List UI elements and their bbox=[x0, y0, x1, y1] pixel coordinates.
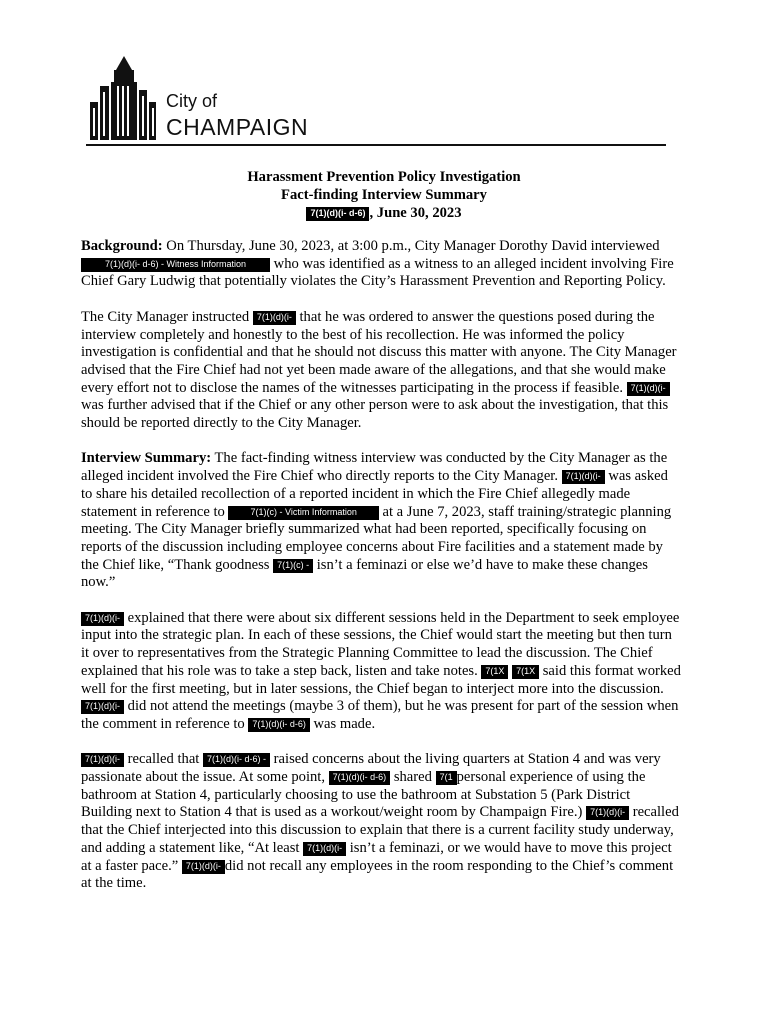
paragraph-recollection bbox=[81, 751, 681, 893]
redaction-box: 7(1)(d)(i- bbox=[81, 612, 124, 626]
title-line-1: Harassment Prevention Policy Investigation bbox=[247, 169, 521, 185]
title-date: , June 30, 2023 bbox=[369, 205, 462, 221]
redaction-box: 7(1)(d)(i- bbox=[182, 860, 225, 874]
skyline-icon bbox=[86, 52, 166, 142]
logo-city-of: City of bbox=[166, 91, 218, 111]
paragraph-interview-summary bbox=[81, 450, 681, 592]
paragraph-background bbox=[81, 238, 681, 291]
text-run: did not attend the meetings (maybe 3 of them), but he was present for part of the session when the comment in reference to bbox=[81, 698, 679, 732]
redaction-box: 7(1)(d)(i- bbox=[253, 311, 296, 325]
interview-summary-label: Interview Summary: bbox=[81, 450, 212, 467]
redaction-box: 7(1X bbox=[512, 665, 539, 679]
text-run: was made. bbox=[309, 715, 376, 732]
title-line-2: Fact-finding Interview Summary bbox=[281, 187, 487, 203]
title-line-3 bbox=[0, 204, 768, 222]
redaction-box: 7(1)(d)(i- bbox=[627, 382, 670, 396]
paragraph-instructions bbox=[81, 309, 681, 433]
text-run: said this format worked well for the first meeting, but in later sessions, the Chief began to interject more into the discussion. bbox=[81, 662, 681, 697]
redaction-box: 7(1)(d)(i- d-6) bbox=[329, 771, 391, 785]
header-divider bbox=[86, 144, 666, 146]
text-run: was further advised that if the Chief or any other person were to ask about the investigation, that this should be reported directly to the City Manager. bbox=[81, 397, 669, 432]
text-run: was asked to share his detailed recollection of a reported incident in which the Fire Chief allegedly made statement in reference to bbox=[81, 468, 668, 520]
text-run: explained that there were about six different sessions held in the Department to seek employee input into the strategic plan. In each of these sessions, the Chief would start the meeting but then turn it over to representatives from the Strategic Planning Committee to lead the discussion. The Chief explained that his role was to take a step back, listen and take notes. bbox=[81, 609, 680, 679]
redaction-box: 7(1)(d)(i- d-6) - bbox=[203, 753, 270, 767]
redaction-box: 7(1)(d)(i- bbox=[81, 753, 124, 767]
text-run: that he was ordered to answer the questions posed during the interview completely and honestly to the best of his recollection. He was informed the policy investigation is confidential and that he should not discuss this matter with anyone. The City Manager advised that the Fire Chief had not yet been made aware of the allegations, and that she would make every effort not to disclose the names of the witnesses participating in the process if feasible. bbox=[81, 308, 677, 396]
redaction-box: 7(1)(d)(i- bbox=[562, 470, 605, 484]
redaction-box: 7(1)(c) - Victim Information bbox=[228, 506, 378, 520]
redaction-box: 7(1)(d)(i- d-6) bbox=[306, 207, 369, 221]
redaction-box: 7(1)(d)(i- d-6) bbox=[248, 718, 310, 732]
text-run: isn’t a feminazi or else we’d have to make these changes now.” bbox=[81, 556, 648, 591]
redaction-box: 7(1)(d)(i- bbox=[81, 700, 124, 714]
redaction-box: 7(1 bbox=[436, 771, 457, 785]
redaction-box: 7(1)(d)(i- bbox=[586, 806, 629, 820]
document-body bbox=[81, 238, 681, 911]
text-run: recalled that bbox=[124, 751, 204, 768]
text-run: isn’t a feminazi, or we would have to move this project at a faster pace.” bbox=[81, 839, 672, 874]
text-run: did not recall any employees in the room responding to the Chief’s comment at the time. bbox=[81, 857, 674, 892]
text-run: at a June 7, 2023, staff training/strategic planning meeting. The City Manager briefly summarized what had been reported, specifically focusing on reports of the discussion including employee concerns about Fire facilities and a statement made by the Chief like, “Thank goodness bbox=[81, 503, 672, 573]
city-logo bbox=[86, 52, 326, 142]
text-run: The fact-finding witness interview was conducted by the City Manager as the alleged incident involved the Fire Chief who directly reports to the City Manager. bbox=[81, 450, 668, 485]
logo-champaign: CHAMPAIGN bbox=[166, 114, 309, 140]
redaction-box: 7(1)(d)(i- bbox=[303, 842, 346, 856]
text-run: shared bbox=[390, 769, 436, 786]
text-run: On Thursday, June 30, 2023, at 3:00 p.m., City Manager Dorothy David interviewed bbox=[162, 238, 660, 254]
text-run: raised concerns about the living quarters at Station 4 and was very passionate about the issue. At some point, bbox=[81, 751, 661, 786]
redaction-box: 7(1)(c) - bbox=[273, 559, 313, 573]
paragraph-sessions bbox=[81, 610, 681, 734]
text-run: recalled that the Chief interjected into this discussion to explain that there is a current facility study underway, and adding a statement like, “At least bbox=[81, 804, 679, 856]
text-run: personal experience of using the bathroom at Station 4, particularly choosing to use the bathroom at Substation 5 (Park District Building next to Station 4 that is used as a workout/weight room by Champaign Fire.) bbox=[81, 769, 646, 821]
redaction-box: 7(1X bbox=[481, 665, 508, 679]
text-run: The City Manager instructed bbox=[81, 308, 253, 325]
document-title bbox=[0, 168, 768, 222]
redaction-box: 7(1)(d)(i- d-6) - Witness Information bbox=[81, 258, 270, 272]
background-label: Background: bbox=[81, 238, 163, 254]
text-run: who was identified as a witness to an alleged incident involving Fire Chief Gary Ludwig that potentially violates the City’s Harassment Prevention and Reporting Policy. bbox=[81, 255, 674, 290]
